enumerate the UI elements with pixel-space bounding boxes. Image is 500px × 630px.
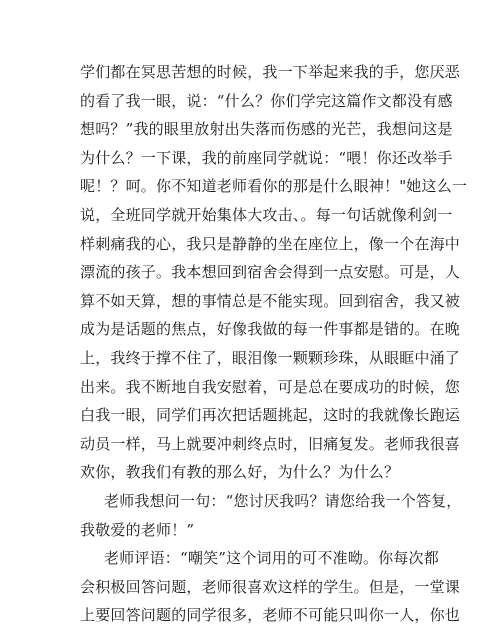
text-line: 会积极回答问题，老师很喜欢这样的学生。但是，一堂课	[80, 577, 461, 596]
essay-text	[80, 58, 468, 630]
text-line: 算不如天算，想的事情总是不能实现。回到宿舍，我又被	[80, 291, 461, 310]
text-line: 漂流的孩子。我本想回到宿舍会得到一点安慰。可是，人	[80, 263, 461, 282]
text-line: 呢！？呵。你不知道老师看你的那是什么眼神！"她这么一	[80, 177, 468, 196]
text-line: 出来。我不断地自我安慰着，可是总在要成功的时候，您	[80, 377, 461, 396]
text-line: 为什么？一下课，我的前座同学就说：“喂！你还改举手	[80, 148, 453, 167]
text-line: 我敬爱的老师！”	[80, 520, 195, 539]
text-line: 上，我终于撑不住了，眼泪像一颗颗珍珠，从眼眶中涌了	[80, 348, 461, 367]
text-line: 老师评语：“嘲笑”这个词用的可不准呦。你每次都	[104, 549, 439, 568]
text-line: 学们都在冥思苦想的时候，我一下举起来我的手，您厌恶	[80, 63, 461, 81]
text-line: 白我一眼，同学们再次把话题挑起，这时的我就像长跑运	[80, 406, 461, 425]
text-line: 成为是话题的焦点，好像我做的每一件事都是错的。在晚	[80, 320, 461, 339]
text-line: 欢你，教我们有教的那么好，为什么？为什么？	[80, 463, 400, 482]
text-line: 老师我想问一句：“您讨厌我吗？请您给我一个答复，	[104, 491, 462, 510]
text-line: 想吗？”我的眼里放射出失落而伤感的光芒，我想问这是	[80, 120, 453, 139]
text-line: 动员一样，马上就要冲刺终点时，旧痛复发。老师我很喜	[80, 434, 461, 453]
text-line: 说，全班同学就开始集体大攻击、。每一句话就像利剑一	[80, 205, 453, 224]
text-line: 的看了我一眼，说：“什么？你们学完这篇作文都没有感	[80, 91, 453, 110]
text-line: 上要回答问题的同学很多，老师不可能只叫你一人，你也	[80, 606, 461, 625]
text-line: 样刺痛我的心，我只是静静的坐在座位上，像一个在海中	[80, 234, 461, 253]
